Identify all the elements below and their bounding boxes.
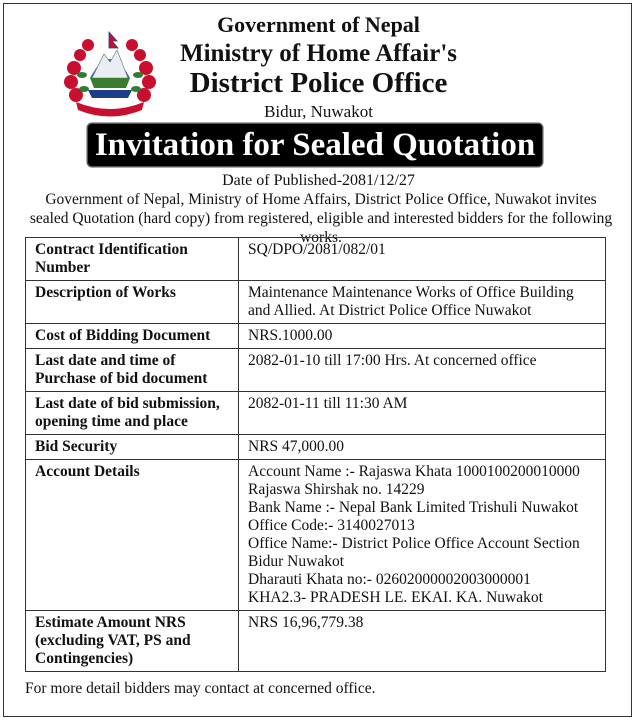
row-value: 2082-01-11 till 11:30 AM <box>239 392 606 435</box>
table-row <box>26 324 606 349</box>
published-date: Date of Published-2081/12/27 <box>222 172 415 189</box>
row-value: SQ/DPO/2081/082/01 <box>239 238 606 281</box>
row-label: Account Details <box>26 460 239 611</box>
table-row <box>26 281 606 324</box>
row-value: 2082-01-10 till 17:00 Hrs. At concerned office <box>239 349 606 392</box>
row-label: Contract Identification Number <box>26 238 239 281</box>
office-location: Bidur, Nuwakot <box>264 102 373 121</box>
row-label: Last date and time of Purchase of bid document <box>26 349 239 392</box>
row-value: NRS 47,000.00 <box>239 435 606 460</box>
notice-banner: Invitation for Sealed Quotation <box>88 124 542 166</box>
row-label: Last date of bid submission, opening time and place <box>26 392 239 435</box>
office-title: District Police Office <box>189 67 448 99</box>
table-row <box>26 611 606 672</box>
account-line: Bidur Nuwakot <box>248 553 345 570</box>
government-title: Government of Nepal <box>217 12 420 37</box>
account-details-value <box>239 460 606 611</box>
account-line: Rajaswa Shirshak no. 14229 <box>248 481 425 498</box>
intro-paragraph: Government of Nepal, Ministry of Home Affairs, District Police Office, Nuwakot invites sealed Quotation (hard copy) from registered, eligible and interested bidders for the following works. <box>29 191 613 246</box>
account-line: Office Code:- 3140027013 <box>248 517 415 534</box>
table-row <box>26 435 606 460</box>
account-line: KHA2.3- PRADESH LE. EKAI. KA. Nuwakot <box>248 589 543 606</box>
row-label: Estimate Amount NRS (excluding VAT, PS and Contingencies) <box>26 611 239 672</box>
row-label: Bid Security <box>26 435 239 460</box>
table-row <box>26 392 606 435</box>
footer-note: For more detail bidders may contact at concerned office. <box>25 680 376 697</box>
account-line: Account Name :- Rajaswa Khata 1000100200010000 <box>248 463 580 480</box>
table-row <box>26 349 606 392</box>
account-line: Bank Name :- Nepal Bank Limited Trishuli Nuwakot <box>248 499 579 516</box>
row-value: NRS 16,96,779.38 <box>239 611 606 672</box>
account-line: Dharauti Khata no:- 02602000002003000001 <box>248 571 531 588</box>
account-line: Office Name:- District Police Office Account Section <box>248 535 580 552</box>
row-value: Maintenance Maintenance Works of Office Building and Allied. At District Police Office Nuwakot <box>239 281 606 324</box>
row-label: Description of Works <box>26 281 239 324</box>
ministry-title: Ministry of Home Affair's <box>179 40 458 67</box>
row-value: NRS.1000.00 <box>239 324 606 349</box>
table-row <box>26 238 606 281</box>
table-row <box>26 460 606 611</box>
row-label: Cost of Bidding Document <box>26 324 239 349</box>
quotation-details-table <box>25 237 606 672</box>
